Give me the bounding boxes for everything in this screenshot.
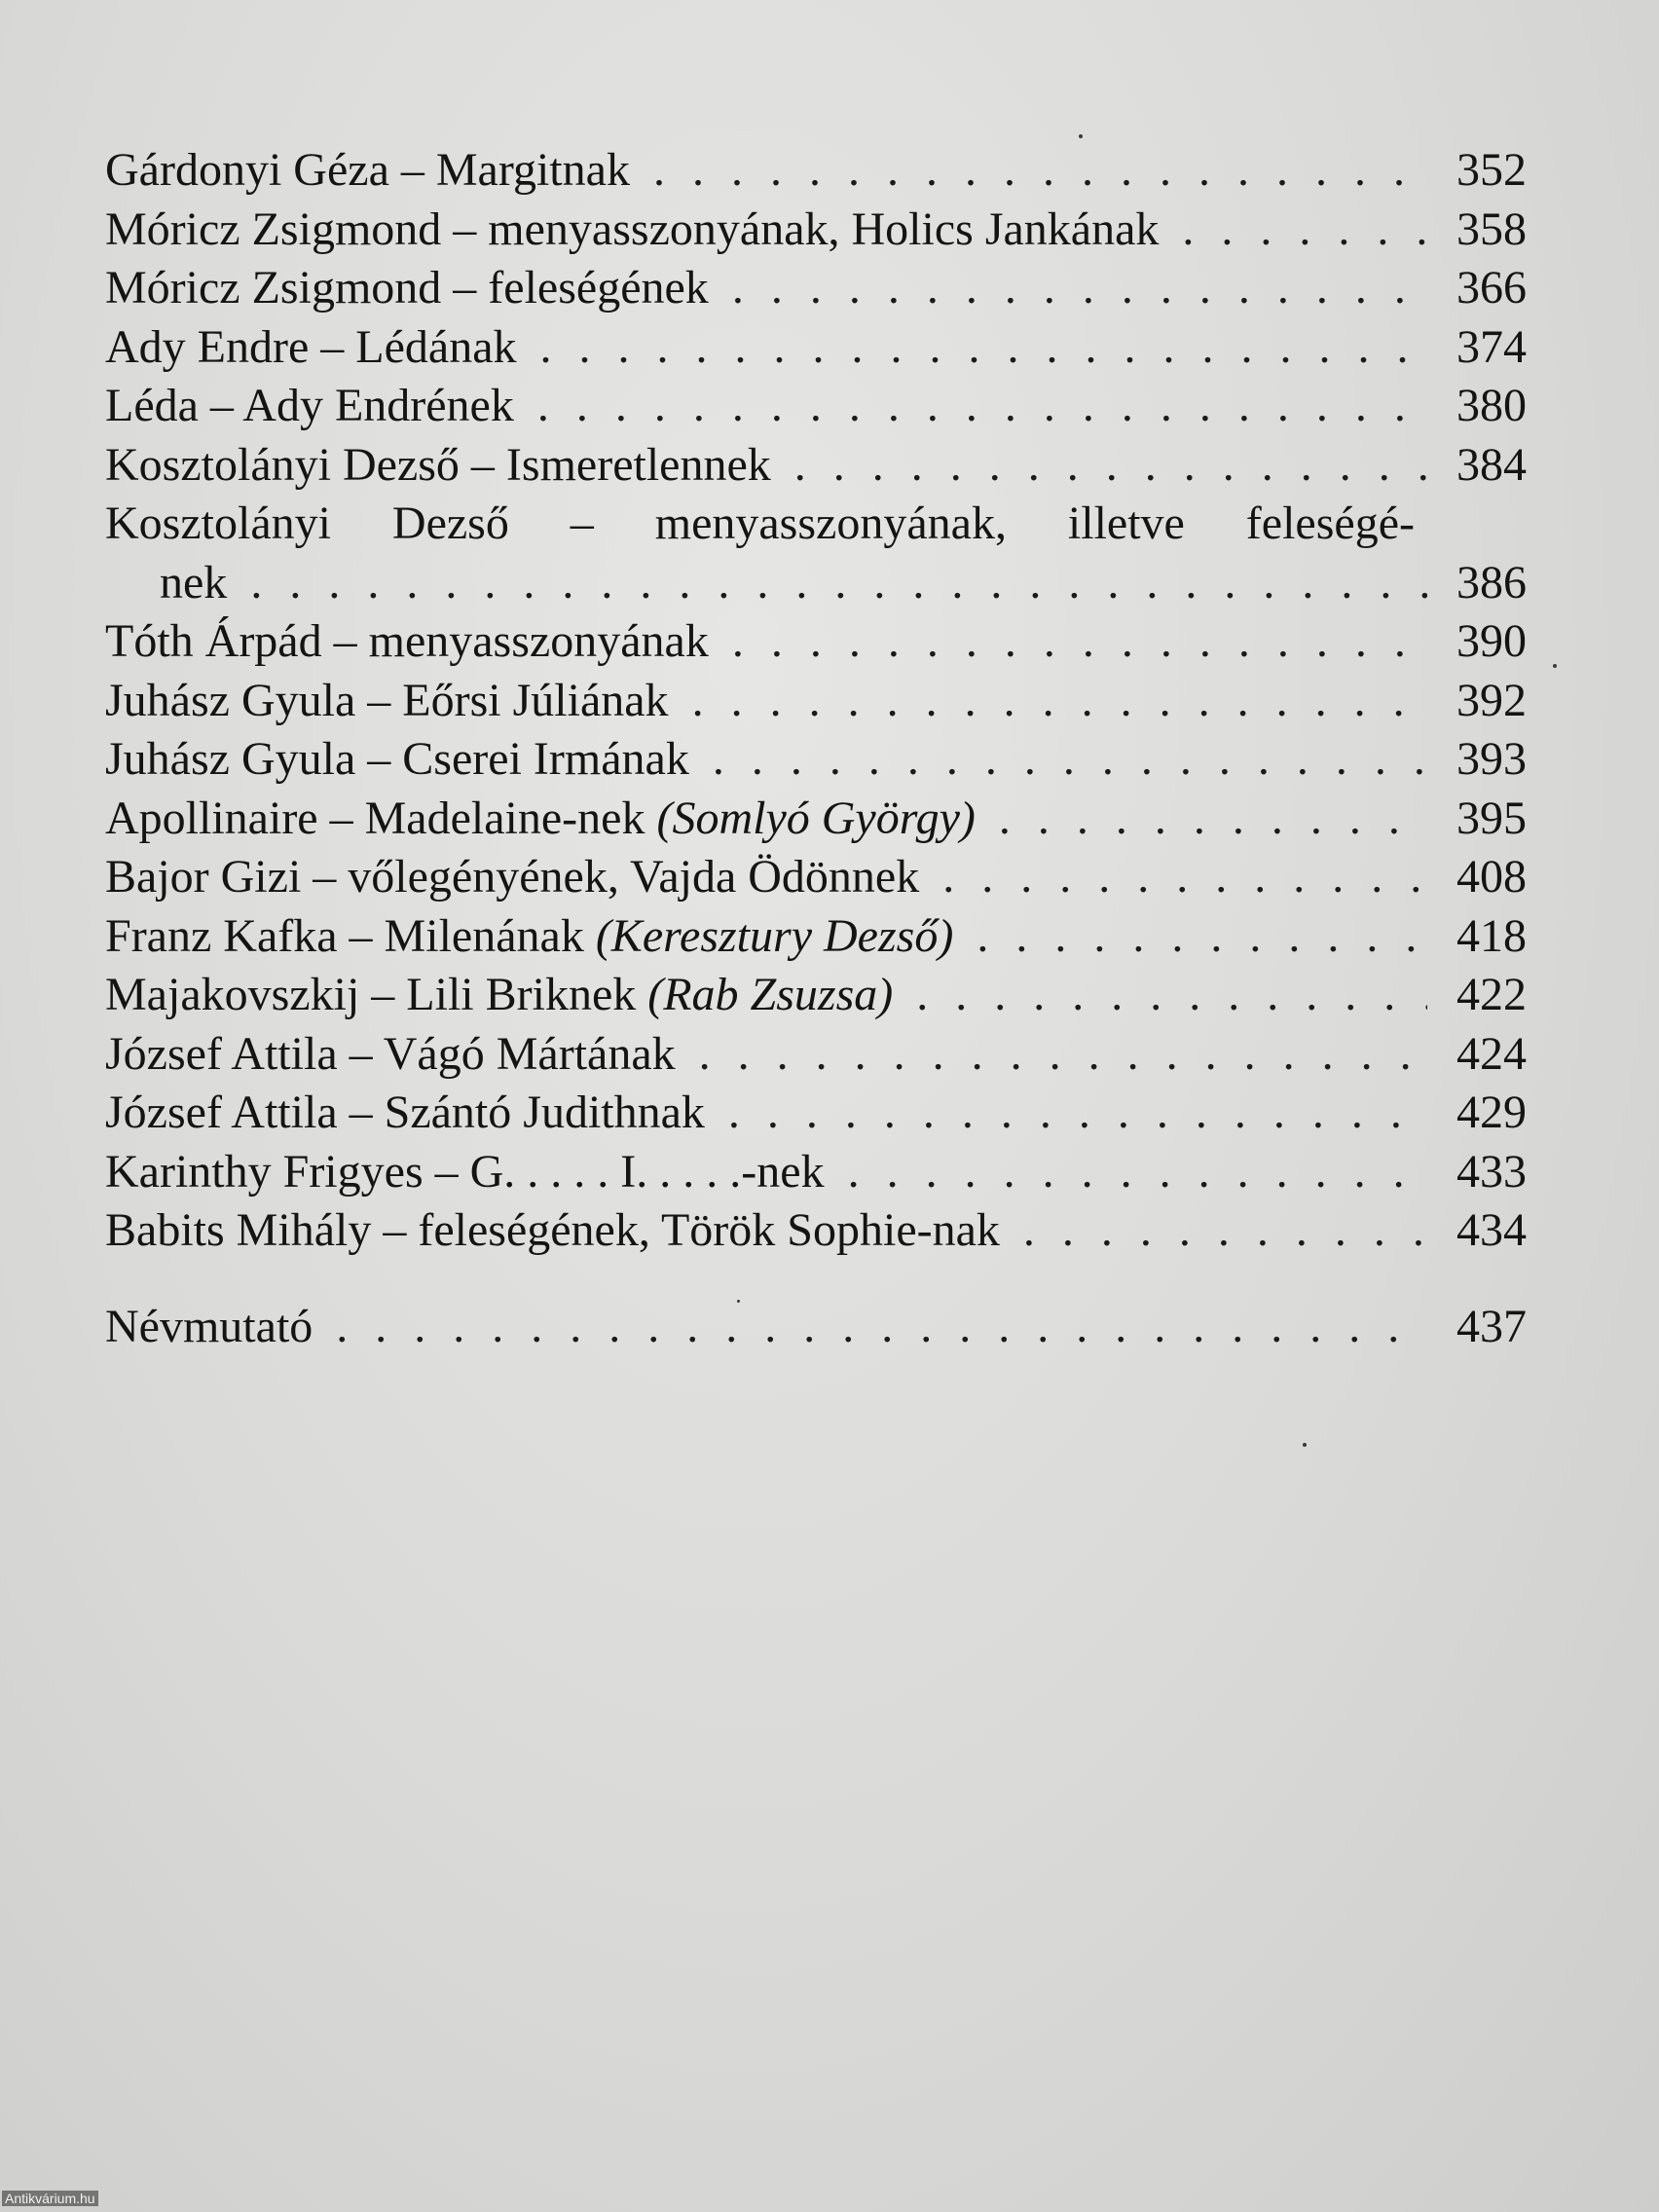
- page-number: 422: [1456, 969, 1527, 1020]
- toc-entry: [105, 790, 1527, 849]
- toc-entry: [105, 730, 1527, 790]
- toc-entry: [105, 201, 1527, 260]
- entry-title: Móricz Zsigmond – feleségének: [105, 262, 709, 313]
- entry-title: Tóth Árpád – menyasszonyának: [105, 615, 709, 667]
- translator: (Rab Zsuzsa): [647, 969, 894, 1020]
- index-title: Névmutató: [105, 1300, 313, 1352]
- dot-leader: [977, 907, 1427, 966]
- entry-title: Kosztolányi Dezső – menyasszonyának, illetve feleségé-: [105, 498, 1415, 549]
- paper-speck: [1079, 134, 1083, 138]
- page-number: 429: [1456, 1087, 1527, 1138]
- entry-title: Majakovszkij – Lili Briknek (Rab Zsuzsa): [105, 969, 894, 1020]
- paper-speck: [1553, 664, 1557, 668]
- translator: (Somlyó György): [656, 792, 976, 844]
- entry-title: Juhász Gyula – Cserei Irmának: [105, 733, 689, 785]
- dot-leader: [999, 790, 1427, 848]
- page-number: 434: [1456, 1204, 1527, 1256]
- watermark: Antikvárium.hu: [2, 2191, 98, 2206]
- toc-entry: [105, 1143, 1527, 1202]
- page-number: 437: [1456, 1300, 1527, 1352]
- dot-leader: [732, 612, 1427, 671]
- page-number: 392: [1456, 674, 1527, 726]
- dot-leader: [250, 554, 1427, 612]
- entry-title: Kosztolányi Dezső – Ismeretlennek: [105, 438, 771, 491]
- paper-speck: [1303, 1443, 1307, 1447]
- page-number: 352: [1456, 144, 1527, 196]
- toc-entry: [105, 848, 1527, 907]
- page-number: 424: [1456, 1027, 1527, 1080]
- page-number: 366: [1456, 262, 1527, 313]
- dot-leader: [848, 1143, 1427, 1201]
- toc-entry: [105, 141, 1527, 201]
- toc-entry: [105, 1201, 1527, 1261]
- dot-leader: [537, 377, 1427, 435]
- entry-title: Léda – Ady Endrének: [105, 380, 514, 431]
- toc-entry: [105, 259, 1527, 318]
- entry-title: Móricz Zsigmond – menyasszonyának, Holics Jankának: [105, 203, 1160, 255]
- toc-entry: [105, 1084, 1527, 1143]
- toc-entry: [105, 377, 1527, 436]
- dot-leader: [794, 436, 1427, 495]
- toc-entry: [105, 318, 1527, 378]
- dot-leader: [942, 848, 1427, 906]
- entry-title-continuation: nek: [160, 556, 228, 608]
- toc-entry: [105, 907, 1527, 967]
- entry-title: Babits Mihály – feleségének, Török Sophie-nak: [105, 1204, 1000, 1256]
- page-number: 408: [1456, 851, 1527, 903]
- page-number: 358: [1456, 203, 1527, 255]
- dot-leader: [336, 1298, 1427, 1356]
- page-number: 374: [1456, 320, 1527, 373]
- paper-speck: [737, 1300, 740, 1303]
- toc-entry: [105, 672, 1527, 731]
- entry-title: Franz Kafka – Milenának (Keresztury Dezső): [105, 909, 954, 962]
- toc-entry-line-2: [105, 554, 1527, 613]
- translator: (Keresztury Dezső): [595, 909, 954, 962]
- page-number: 380: [1456, 380, 1527, 431]
- entry-title: József Attila – Vágó Mártának: [105, 1027, 676, 1080]
- dot-leader: [732, 259, 1427, 317]
- entry-title: Ady Endre – Lédának: [105, 320, 517, 373]
- dot-leader: [916, 966, 1427, 1024]
- dot-leader: [1182, 201, 1427, 259]
- dot-leader: [713, 730, 1427, 789]
- page-number: 390: [1456, 615, 1527, 667]
- page-number: 386: [1456, 556, 1527, 608]
- page-number: 395: [1456, 792, 1527, 844]
- dot-leader: [540, 318, 1427, 377]
- entry-title: Apollinaire – Madelaine-nek (Somlyó György): [105, 792, 976, 844]
- page-number: 393: [1456, 733, 1527, 785]
- dot-leader: [1023, 1201, 1427, 1260]
- dot-leader: [728, 1084, 1427, 1142]
- toc-entry: [105, 436, 1527, 496]
- page-number: 418: [1456, 909, 1527, 962]
- dot-leader: [653, 141, 1427, 200]
- entry-title: József Attila – Szántó Judithnak: [105, 1087, 705, 1138]
- entry-title: Gárdonyi Géza – Margitnak: [105, 144, 630, 196]
- page-number: 384: [1456, 438, 1527, 491]
- entry-title: Bajor Gizi – vőlegényének, Vajda Ödönnek: [105, 851, 920, 903]
- toc-entry: [105, 612, 1527, 672]
- entry-title: Juhász Gyula – Eőrsi Júliának: [105, 674, 669, 726]
- toc-entry-line-1: [105, 495, 1415, 554]
- toc-entry: [105, 1025, 1527, 1085]
- page-number: 433: [1456, 1145, 1527, 1198]
- entry-title: Karinthy Frigyes – G. . . . . I. . . . .-nek: [105, 1145, 825, 1198]
- toc-entry: [105, 966, 1527, 1025]
- dot-leader: [699, 1025, 1427, 1084]
- dot-leader: [692, 672, 1427, 730]
- table-of-contents: [105, 141, 1527, 1356]
- toc-index-entry: [105, 1298, 1527, 1357]
